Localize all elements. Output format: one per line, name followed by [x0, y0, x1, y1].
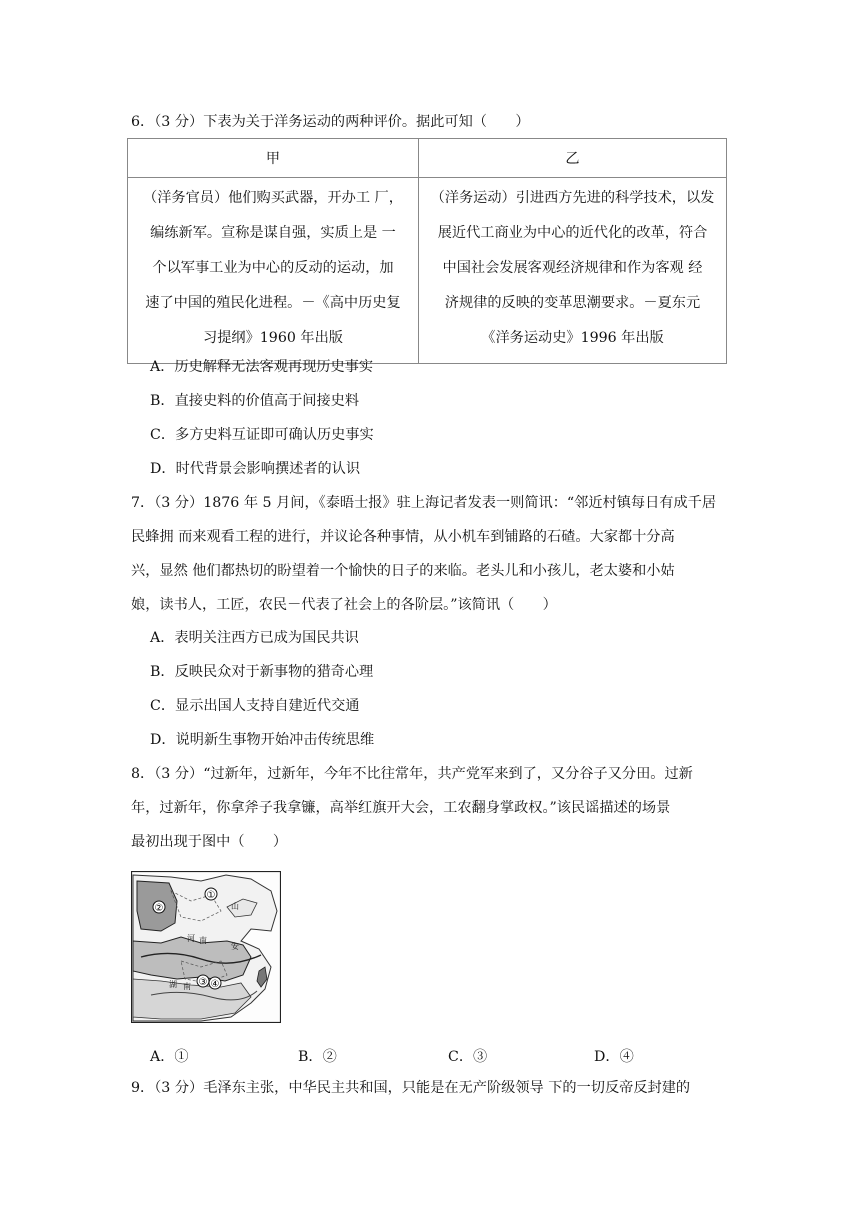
cell-line: （洋务官员）他们购买武器，开办工 厂， — [143, 190, 403, 206]
cell-line: 展近代工商业为中心的近代化的改革，符合 — [437, 225, 708, 241]
table-header-yi: 乙 — [419, 139, 727, 178]
q6-option-b: B．直接史料的价值高于间接史料 — [150, 393, 360, 409]
map-label: 南 — [183, 982, 191, 991]
q8-answer-c: C．③ — [448, 1049, 488, 1065]
q7-option-b: B．反映民众对于新事物的猎奇心理 — [150, 664, 374, 680]
q9-line: 9．（3 分）毛泽东主张，中华民主共和国，只能是在无产阶级领导 下的一切反帝反封建的 — [131, 1080, 691, 1096]
marker-3-label: ③ — [198, 977, 208, 988]
map-label: 南 — [199, 936, 207, 945]
cell-line: 济规律的反映的变革思潮要求。－夏东元 — [444, 295, 701, 311]
q7-line: 兴，显然 他们都热切的盼望着一个愉快的日子的来临。老头儿和小孩儿，老太婆和小姑 — [131, 563, 675, 579]
q6-stem: 6．（3 分）下表为关于洋务运动的两种评价。据此可知（ ） — [131, 114, 530, 130]
table-cell-yi — [419, 178, 727, 364]
q8-answer-a: A．① — [150, 1049, 189, 1065]
marker-1-label: ① — [206, 890, 216, 901]
q7-line: 7．（3 分）1876 年 5 月间，《泰晤士报》驻上海记者发表一则简讯：“邻近村镇每日有成千居 — [131, 495, 717, 511]
q6-option-c: C．多方史料互证即可确认历史事实 — [150, 427, 374, 443]
china-map-figure — [131, 871, 281, 1023]
cell-line: 速了中国的殖民化进程。－《高中历史复 — [145, 295, 401, 311]
q6-option-d: D．时代背景会影响撰述者的认识 — [150, 461, 361, 477]
q7-option-d: D．说明新生事物开始冲击传统思维 — [150, 732, 375, 748]
map-label: 山 — [231, 902, 239, 911]
q8-answer-d: D．④ — [594, 1049, 634, 1065]
q7-option-a: A．表明关注西方已成为国民共识 — [150, 630, 359, 646]
q8-answer-b: B．② — [298, 1049, 337, 1065]
q8-line: 年，过新年，你拿斧子我拿镰，高举红旗开大会，工农翻身掌政权。”该民谣描述的场景 — [131, 800, 671, 816]
q8-line: 最初出现于图中（ ） — [131, 834, 288, 850]
cell-line: 《洋务运动史》1996 年出版 — [481, 330, 664, 346]
q7-option-c: C．显示出国人支持自建近代交通 — [150, 698, 360, 714]
cell-line: 编练新军。宣称是谋自强，实质上是 一 — [150, 225, 396, 241]
table-header-jia: 甲 — [128, 139, 419, 178]
table-cell-jia — [128, 178, 419, 364]
q6-option-a: A．历史解释无法客观再现历史事实 — [150, 359, 374, 375]
marker-4-label: ④ — [210, 979, 220, 990]
cell-line: 个以军事工业为中心的反动的运动，加 — [152, 260, 394, 276]
map-label: 湖 — [169, 980, 177, 989]
cell-line: 中国社会发展客观经济规律和作为客观 经 — [442, 260, 703, 276]
evaluation-table — [127, 138, 727, 364]
cell-line: 习提纲》1960 年出版 — [203, 330, 343, 346]
q8-line: 8．（3 分）“过新年，过新年，今年不比往常年，共产党军来到了，又分谷子又分田。过新 — [131, 766, 693, 782]
q7-line: 民蜂拥 而来观看工程的进行，并议论各种事情，从小机车到铺路的石碴。大家都十分高 — [131, 529, 675, 545]
map-label: 河 — [187, 934, 195, 943]
q7-line: 娘，读书人，工匠，农民－代表了社会上的各阶层。”该简讯（ ） — [131, 597, 557, 613]
map-label: 安 — [231, 942, 239, 951]
map-svg — [131, 871, 281, 1023]
cell-line: （洋务运动）引进西方先进的科学技术，以发 — [430, 190, 715, 206]
marker-2-label: ② — [154, 903, 164, 914]
